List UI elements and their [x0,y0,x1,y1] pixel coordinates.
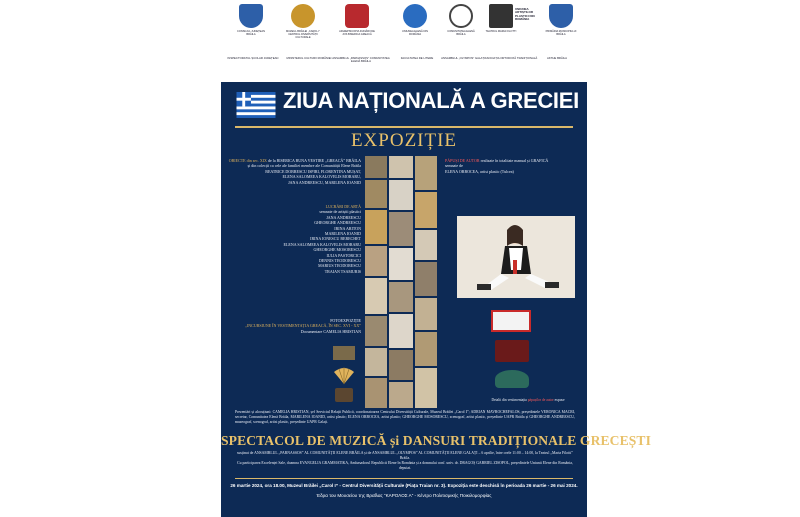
objects-owner: JANA ANDREESCU, MARILENA IOANID [288,179,361,185]
partner-logo [397,4,433,36]
gallery-image [415,262,437,296]
artist-name: JANA ANDREESCU [326,214,361,220]
logo-caption-row2: ASOCIAȚIA ORTODOXĂ TRADIȚIONALĂ [484,56,538,60]
logo-caption: COMUNITATEA ELENĂ BRĂILA [447,30,475,36]
artist-name: IRINA ARITON [334,225,361,231]
artist-name: GHEORGHE ANDREESCU [314,220,361,226]
gallery-image [389,180,413,210]
city-crest-icon [549,4,573,28]
gallery-image [365,210,387,244]
objects-source: de la BISERICA BUNA VESTIRE „GREACĂ” BRĂILA [267,158,361,163]
artworks-heading: LUCRĂRI DE ARTĂ [325,204,361,209]
gallery-image [365,378,387,408]
speakers-text: Prezentări și alocuțiuni: CAMELIA HRISTIAN, șef Serviciul Relații Publică, coordonatoarea Centrului Diversității Culturale, Muzeul Brăilei „Carol I”; ADRIAN MAVROCHEFALOS, președintele VERONICA MACRI, secretar, Comunitatea Elenă Brăila, MARILENA IOANID, artist plastic; ELENA ORBOCEA, artist plastic; GHEORGHE MOSORESCU, scenograf, artist plastic, președinte UAPR Brăila și GHEORGHE ANDREESCU, muzeograf, scenograf, artist plastic, președinte UAPR Galați. [235,410,575,424]
partner-logo [483,4,519,33]
costume-detail-photo [491,310,531,332]
caption-end: expuse [554,398,565,402]
artist-name: MARIUS TEODORESCU [318,263,361,269]
artist-name: ELENA SALOMEEA KALOVELIS MORARU [283,241,361,247]
gallery-image [365,180,387,208]
gallery-image [365,156,387,178]
logo-caption-row2: FACULTATEA DE LITERE [400,56,434,60]
logo-caption: TEATRUL MARIA FILOTTI [485,30,517,33]
artist-name: MARILENA IOANID [324,231,361,237]
partner-logo-strip [221,0,587,82]
dolls-description: realizate în totalitate manual și GRAFICĂ [480,158,549,163]
objects-owner: ELENA SALOMEEA KALOVELIS MORARU, [282,174,361,180]
page-title: ZIUA NAȚIONALĂ A GRECIEI [283,88,579,113]
logo-caption-row2: AKTHE BRĂILA [546,56,568,60]
objects-section [225,158,361,185]
logo-caption: UNIUNEA ELENĂ DIN ROMÂNIA [402,30,428,36]
photo-documentation: Documentare CAMELIA HRISTIAN [300,328,361,334]
artist-name: IULIA PASTORCICI [326,252,361,258]
artwork-gallery [365,156,437,408]
dolls-signed: semnate de [445,163,463,169]
gallery-image [415,298,437,330]
objects-lead: OBIECTE din sec. XIX [228,158,267,163]
costume-detail-photo [495,340,529,362]
doll-figure-icon [457,216,575,298]
gallery-image [365,348,387,376]
gallery-image [415,332,437,366]
objects-source-2: și din colecții ca cele ale familiei membre ale Comunității Elene Brăila [247,163,361,169]
partner-logo [285,4,321,39]
footer-divider [235,478,573,479]
partner-logo [443,4,479,36]
logo-caption-row2: MINISTERUL CULTURII ROMÂNIEI [286,56,332,60]
museum-emblem-icon [291,4,315,28]
logo-caption: CONSILIUL JUDEȚEAN BRĂILA [236,30,265,36]
title-row [235,88,579,122]
artist-name: IRINA IONESCU BERECHET [310,236,361,242]
greek-flag-icon [235,92,277,118]
gallery-image [415,156,437,190]
logo-caption-row2: INSPECTORATUL ȘCOLAR JUDEȚEAN [227,56,279,60]
gallery-image [365,316,387,346]
logo-caption-row2: ANSAMBLUL „OLYMPOS” GALAȚI [441,56,485,60]
coat-of-arms-icon [239,4,263,28]
partner-logo [543,4,579,36]
caption-lead: Detalii din vestimentația [491,398,527,402]
fan-artifact-icon [333,366,355,386]
union-emblem-icon [403,4,427,28]
gallery-image [389,156,413,178]
costume-detail-photo [495,370,529,388]
photo-heading: FOTOEXPOZIȚIE [330,318,361,323]
logo-caption-row2: ANSAMBLUL „PARNASSOS” COMUNITATEA ELENĂ BRĂILA [332,56,390,64]
photo-exhibition-section [225,318,361,334]
objects-owner: BEATRICE DOBRESCU ISPIRI, FLORENTINA MUȘAT, [265,168,361,174]
gallery-image [389,382,413,408]
artifact-photo [333,346,355,360]
church-crest-icon [345,4,369,28]
logo-caption: ARHIEPISCOPIA DUNĂRII DE JOS BISERICA GREACĂ [339,30,375,36]
logo-caption: MUZEUL BRĂILEI „CAROL I” CENTRUL DIVERSITĂȚII CULTURALE [286,30,320,39]
gallery-image [389,212,413,246]
author-doll-photo [457,216,575,298]
gallery-image [389,314,413,348]
gallery-image [415,192,437,228]
gallery-image [415,230,437,260]
artifact-box-photo [335,388,353,402]
partner-logo [233,4,269,36]
show-guests: Cu participarea Excelenței Sale, doamna EVANGELIA GRAMMATIKA, Ambasadorul Republicii Elene în România și a domnului conf. univ. dr. DRAGOȘ GABRIEL ZISOPOL, președintele Uniunii Elene din România, deputat. [237,461,573,470]
title-divider [235,126,573,128]
exhibition-heading: EXPOZIȚIE [350,130,458,151]
theatre-logo-icon [489,4,513,28]
artworks-subtitle: semnate de artiștii plastici [319,209,361,215]
caption-highlight: păpușilor de autor [527,398,554,402]
gallery-image [365,246,387,276]
event-date-location: 26 martie 2024, ora 18.00, Muzeul Brăilei „Carol I” - Centrul Diversității Culturale (Piața Traian nr. 3). Expoziția este deschisă în perioada 26 martie - 26 mai 2024. [230,483,578,488]
photo-subtitle: „INCURSIUNE ÎN VESTIMENTAȚIA GREACĂ, ÎN SEC. XVI - XX” [245,323,361,329]
partner-logo [339,4,375,36]
costume-caption [473,398,583,403]
gallery-image [389,282,413,312]
show-ensembles: susținut de ANSAMBLUL „PARNASSOS” AL COMUNITĂȚII ELENE BRĂILA și de ANSAMBLUL „OLYMPOS” AL COMUNITĂȚII ELENE GALAȚI – 6 aprilie, între orele 11:00 – 14:00, la Teatrul „Maria Filotti” Brăila. [236,451,573,460]
logo-caption: PRIMĂRIA MUNICIPIULUI BRĂILA [545,30,577,36]
show-heading: SPECTACOL DE MUZICĂ și DANSURI TRADIȚIONALE GRECEȘTI [221,433,651,448]
gallery-image [389,248,413,280]
gallery-image [389,350,413,380]
gallery-image [415,368,437,408]
dolls-section [445,158,581,174]
uap-logo-text: UNIUNEA ARTIȘTILOR PLASTICI DIN ROMÂNIA [515,7,535,22]
poster [221,0,651,517]
show-details [235,451,575,471]
artist-name: TRAIAN TSAMURIS [324,268,361,274]
event-location-greek: Έδρα του Μουσείου της Βραΐλας “ΚΑΡΟΛΟΣ Α” - Κέντρο Πολιτισμικής Ποικιλομορφίας [316,493,492,498]
community-seal-icon [449,4,473,28]
artist-name: GHEORGHE MOSORESCU [313,247,361,253]
gallery-image [365,278,387,314]
artist-name: DENNIS TEODORESCU [318,258,361,264]
dolls-author: ELENA ORBOCEA, artist plastic (Tulcea) [445,168,514,174]
dolls-lead: PĂPUȘI DE AUTOR [445,158,480,163]
artworks-section [225,204,361,274]
